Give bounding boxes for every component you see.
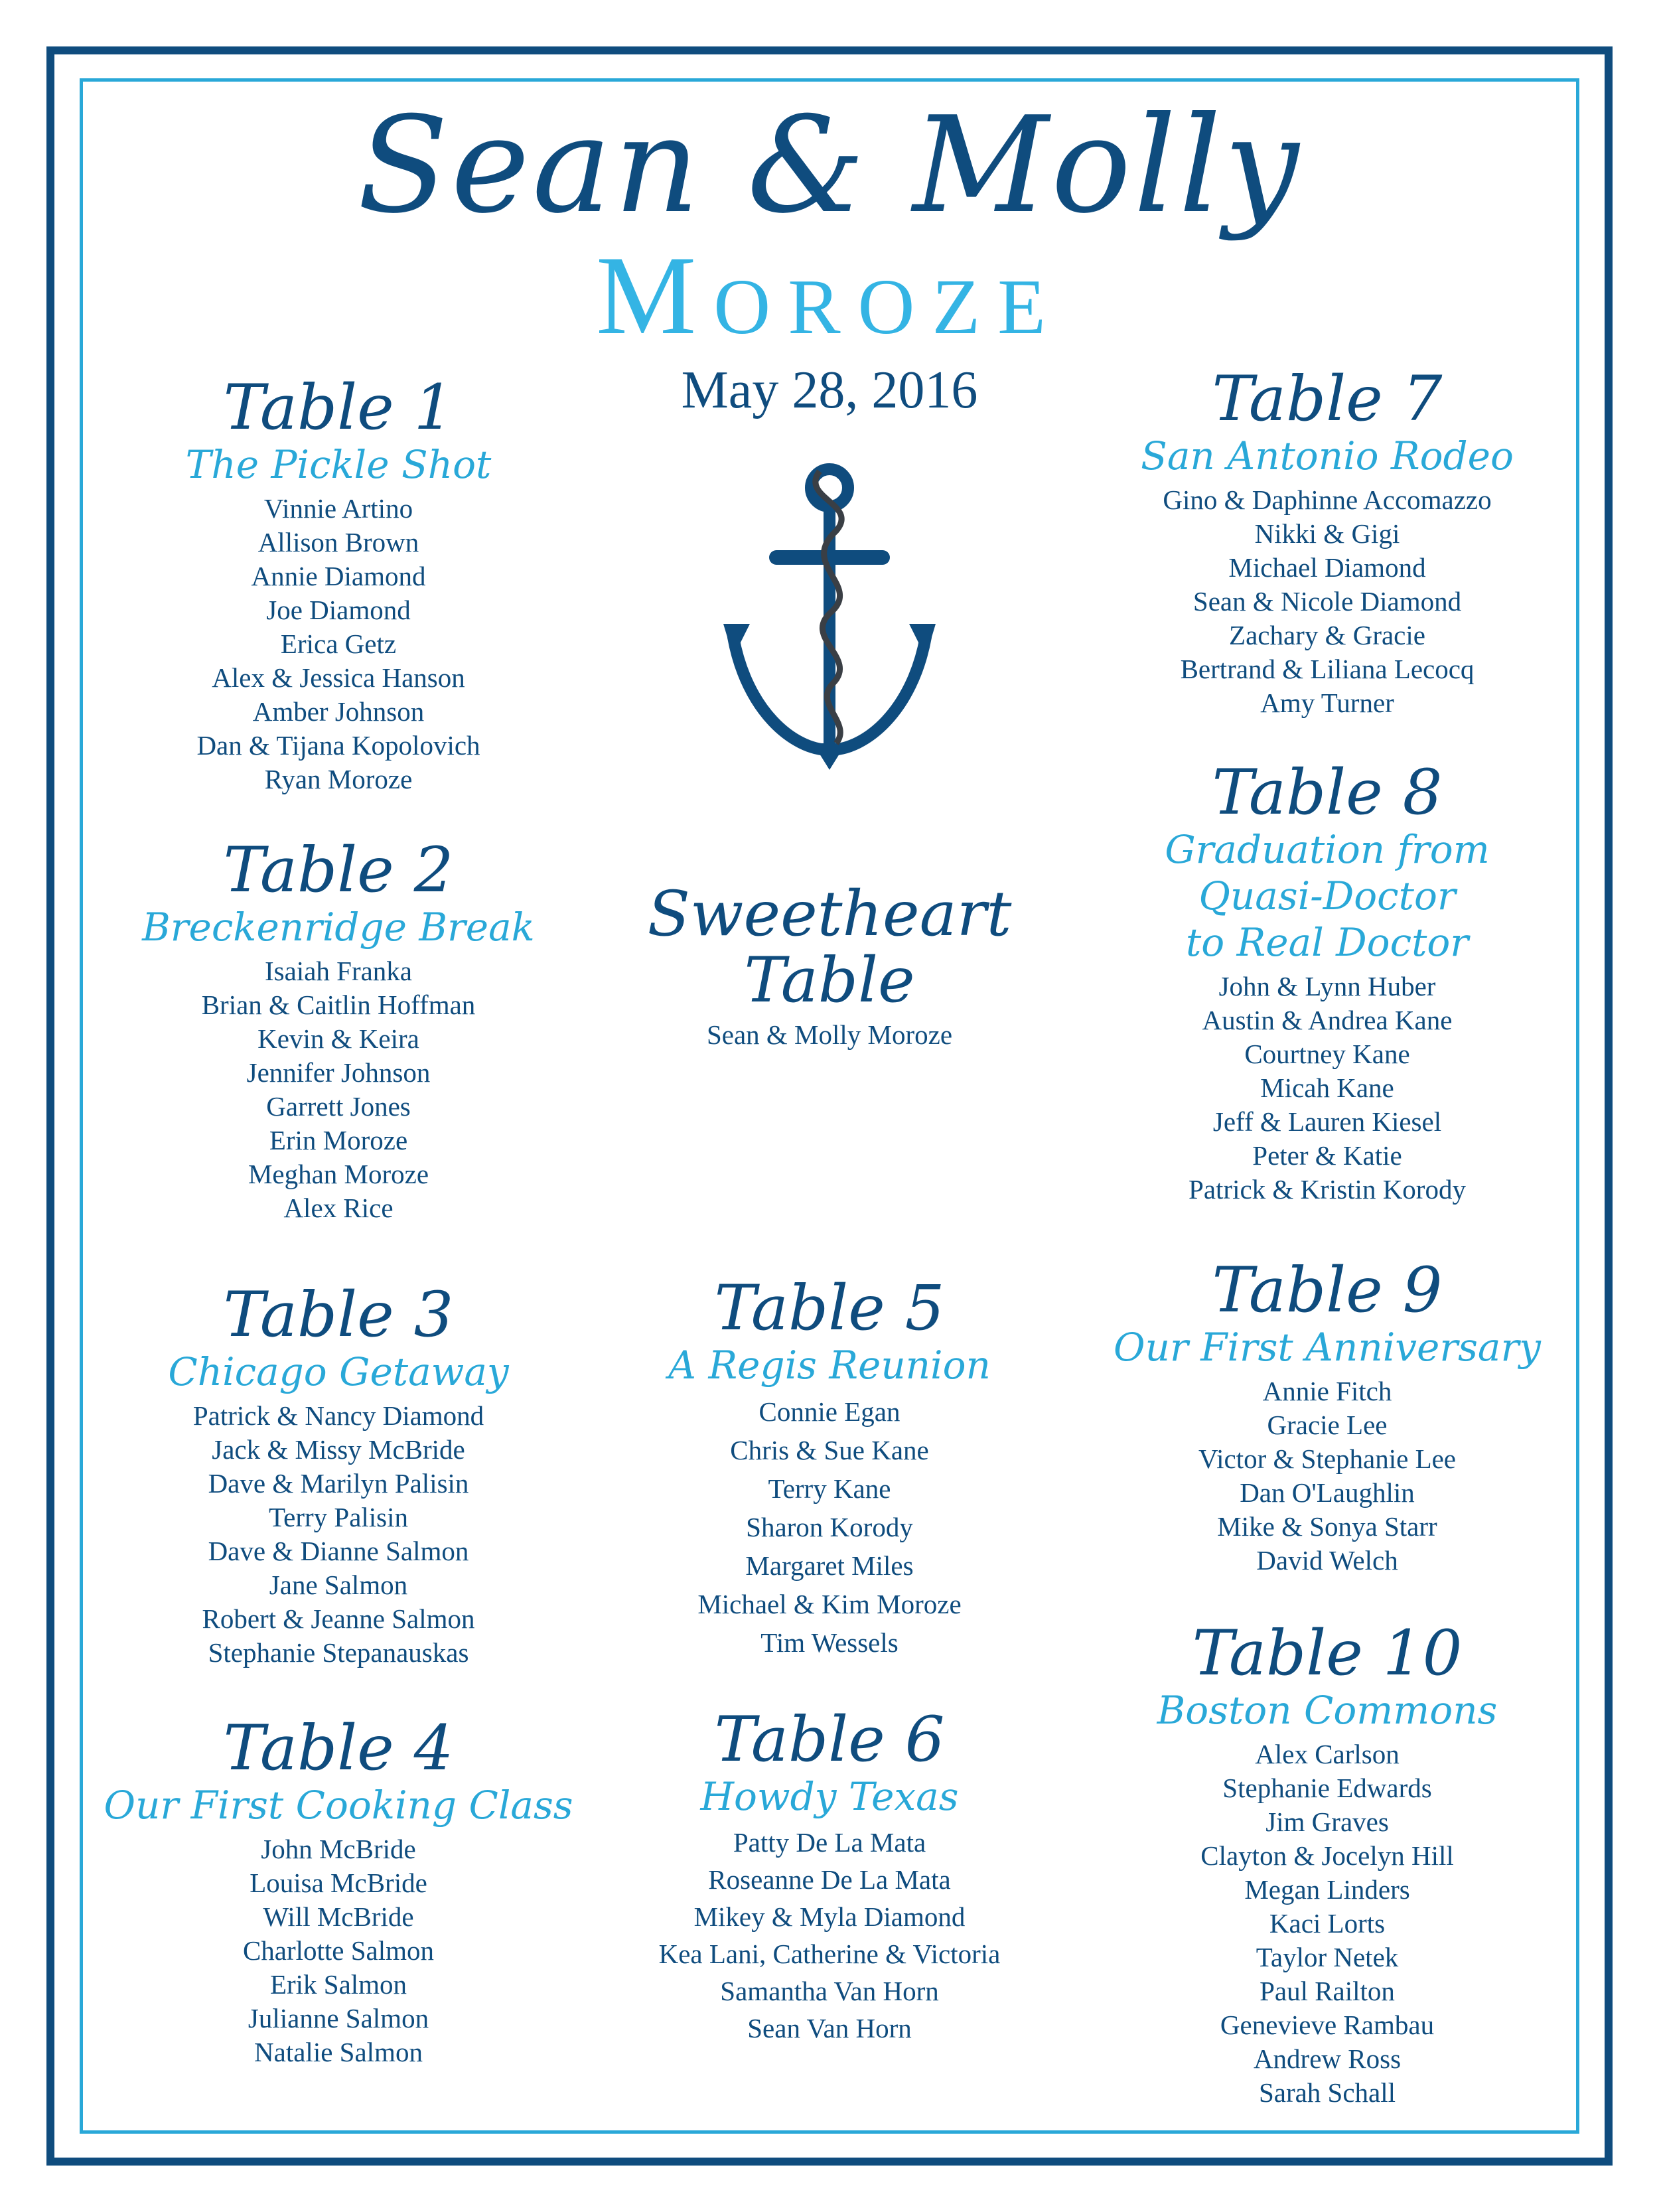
guest-name: Nikki & Gigi xyxy=(1254,518,1400,549)
guest-name: Amber Johnson xyxy=(252,696,425,727)
guest-name: Mike & Sonya Starr xyxy=(1217,1511,1437,1542)
guest-name: Margaret Miles xyxy=(745,1550,914,1581)
guest-name: Dave & Dianne Salmon xyxy=(208,1536,469,1566)
table-theme: Quasi-Doctor xyxy=(1198,873,1456,919)
table-8 xyxy=(1075,757,1579,1207)
guest-name: Ryan Moroze xyxy=(264,764,413,794)
guest-name: Julianne Salmon xyxy=(248,2003,429,2033)
table-theme: Boston Commons xyxy=(1157,1688,1498,1733)
guest-name: Louisa McBride xyxy=(250,1868,427,1898)
table-theme: Our First Anniversary xyxy=(1114,1325,1541,1370)
guest-name: Courtney Kane xyxy=(1244,1039,1410,1069)
guest-name: Allison Brown xyxy=(257,527,419,557)
anchor-icon xyxy=(720,458,939,770)
table-theme: San Antonio Rodeo xyxy=(1141,433,1514,479)
guest-name: Will McBride xyxy=(263,1901,414,1932)
table-theme: Chicago Getaway xyxy=(168,1349,509,1394)
guest-name: John & Lynn Huber xyxy=(1218,971,1436,1001)
guest-name: Isaiah Franka xyxy=(265,956,412,986)
table-theme: A Regis Reunion xyxy=(668,1343,991,1388)
guest-name: David Welch xyxy=(1256,1545,1398,1576)
guest-name: Victor & Stephanie Lee xyxy=(1198,1443,1457,1474)
table-theme: to Real Doctor xyxy=(1185,920,1469,965)
guest-name: Peter & Katie xyxy=(1252,1140,1402,1171)
guest-name: Jim Graves xyxy=(1265,1806,1389,1837)
guest-name: Sharon Korody xyxy=(746,1512,913,1542)
sweetheart-table xyxy=(577,878,1082,1052)
table-theme: Howdy Texas xyxy=(700,1774,959,1819)
guest-name: Garrett Jones xyxy=(266,1091,411,1122)
guest-name: Clayton & Jocelyn Hill xyxy=(1200,1840,1454,1871)
table-title: Sweetheart xyxy=(647,878,1012,950)
guest-name: Bertrand & Liliana Lecocq xyxy=(1180,654,1475,684)
guest-name: Dan O'Laughlin xyxy=(1240,1477,1415,1508)
guest-name: Andrew Ross xyxy=(1253,2043,1402,2074)
guest-name: Taylor Netek xyxy=(1256,1942,1399,1972)
guest-name: Megan Linders xyxy=(1244,1874,1410,1905)
table-title: Table 1 xyxy=(223,372,454,444)
guest-name: Erik Salmon xyxy=(269,1969,407,2000)
guest-name: Genevieve Rambau xyxy=(1220,2010,1435,2040)
guest-name: Michael & Kim Moroze xyxy=(697,1589,962,1619)
guest-name: Brian & Caitlin Hoffman xyxy=(201,990,476,1020)
guest-name: Micah Kane xyxy=(1260,1072,1394,1103)
couple-names: Sean & Molly xyxy=(357,88,1302,243)
wedding-date: May 28, 2016 xyxy=(681,361,978,419)
guest-name: Patrick & Kristin Korody xyxy=(1189,1174,1466,1205)
table-title: Table 4 xyxy=(223,1712,454,1785)
guest-name: Terry Palisin xyxy=(268,1502,409,1532)
guest-name: Erin Moroze xyxy=(269,1125,408,1155)
guest-name: Annie Fitch xyxy=(1262,1376,1392,1406)
table-6 xyxy=(577,1704,1082,2047)
table-theme: Graduation from xyxy=(1165,827,1490,872)
guest-name: Erica Getz xyxy=(280,628,397,659)
table-theme: Our First Cooking Class xyxy=(104,1783,573,1828)
guest-name: Dan & Tijana Kopolovich xyxy=(196,730,480,761)
guest-name: Alex & Jessica Hanson xyxy=(212,662,465,693)
couple-surname: Moroze xyxy=(596,233,1063,358)
table-theme: The Pickle Shot xyxy=(185,442,492,487)
table-title: Table xyxy=(744,944,915,1017)
table-4 xyxy=(86,1712,591,2069)
guest-name: Joe Diamond xyxy=(266,595,411,625)
table-theme: Breckenridge Break xyxy=(142,905,535,950)
guest-name: Amy Turner xyxy=(1260,688,1394,718)
guest-name: Sean & Molly Moroze xyxy=(706,1019,953,1050)
table-7 xyxy=(1075,363,1579,720)
guest-name: Kaci Lorts xyxy=(1269,1908,1386,1939)
guest-name: Connie Egan xyxy=(758,1396,901,1427)
guest-name: Sarah Schall xyxy=(1258,2077,1396,2108)
guest-name: Jack & Missy McBride xyxy=(212,1434,465,1465)
guest-name: Michael Diamond xyxy=(1228,552,1426,583)
guest-name: John McBride xyxy=(261,1834,416,1864)
table-3 xyxy=(86,1279,591,1670)
guest-name: Gino & Daphinne Accomazzo xyxy=(1163,484,1492,515)
table-1 xyxy=(86,372,591,796)
guest-name: Stephanie Stepanauskas xyxy=(208,1637,469,1668)
table-5 xyxy=(577,1272,1082,1662)
guest-name: Annie Diamond xyxy=(251,561,426,591)
guest-name: Kevin & Keira xyxy=(257,1023,419,1054)
table-10 xyxy=(1075,1617,1579,2110)
table-title: Table 8 xyxy=(1212,757,1443,829)
table-title: Table 9 xyxy=(1212,1254,1443,1327)
table-title: Table 10 xyxy=(1192,1617,1463,1690)
guest-name: Stephanie Edwards xyxy=(1222,1773,1432,1803)
table-title: Table 7 xyxy=(1212,363,1443,435)
guest-name: Jennifer Johnson xyxy=(246,1057,431,1088)
guest-name: Kea Lani, Catherine & Victoria xyxy=(658,1939,1001,1969)
guest-name: Alex Carlson xyxy=(1255,1739,1400,1769)
table-title: Table 2 xyxy=(223,834,454,907)
table-title: Table 6 xyxy=(714,1704,945,1776)
guest-name: Patrick & Nancy Diamond xyxy=(192,1400,484,1431)
guest-name: Vinnie Artino xyxy=(263,493,413,524)
guest-name: Meghan Moroze xyxy=(248,1159,429,1189)
guest-name: Sean & Nicole Diamond xyxy=(1192,586,1462,617)
guest-name: Chris & Sue Kane xyxy=(730,1435,929,1465)
guest-name: Zachary & Gracie xyxy=(1229,620,1425,650)
table-2 xyxy=(86,834,591,1225)
guest-name: Tim Wessels xyxy=(760,1627,899,1658)
guest-name: Jeff & Lauren Kiesel xyxy=(1212,1106,1442,1137)
guest-name: Mikey & Myla Diamond xyxy=(693,1901,966,1932)
table-title: Table 3 xyxy=(223,1279,454,1351)
guest-name: Roseanne De La Mata xyxy=(708,1864,951,1895)
guest-name: Terry Kane xyxy=(768,1473,891,1504)
guest-name: Austin & Andrea Kane xyxy=(1202,1005,1453,1035)
guest-name: Robert & Jeanne Salmon xyxy=(202,1603,475,1634)
guest-name: Natalie Salmon xyxy=(254,2037,423,2067)
table-title: Table 5 xyxy=(714,1272,945,1345)
guest-name: Dave & Marilyn Palisin xyxy=(208,1468,469,1499)
guest-name: Alex Rice xyxy=(283,1193,394,1223)
guest-name: Gracie Lee xyxy=(1267,1410,1388,1440)
guest-name: Paul Railton xyxy=(1260,1976,1395,2006)
guest-name: Samantha Van Horn xyxy=(720,1976,939,2006)
guest-name: Jane Salmon xyxy=(269,1570,408,1600)
guest-name: Charlotte Salmon xyxy=(242,1935,435,1966)
guest-name: Sean Van Horn xyxy=(747,2013,912,2043)
guest-name: Patty De La Mata xyxy=(733,1827,926,1858)
table-9 xyxy=(1075,1254,1579,1578)
